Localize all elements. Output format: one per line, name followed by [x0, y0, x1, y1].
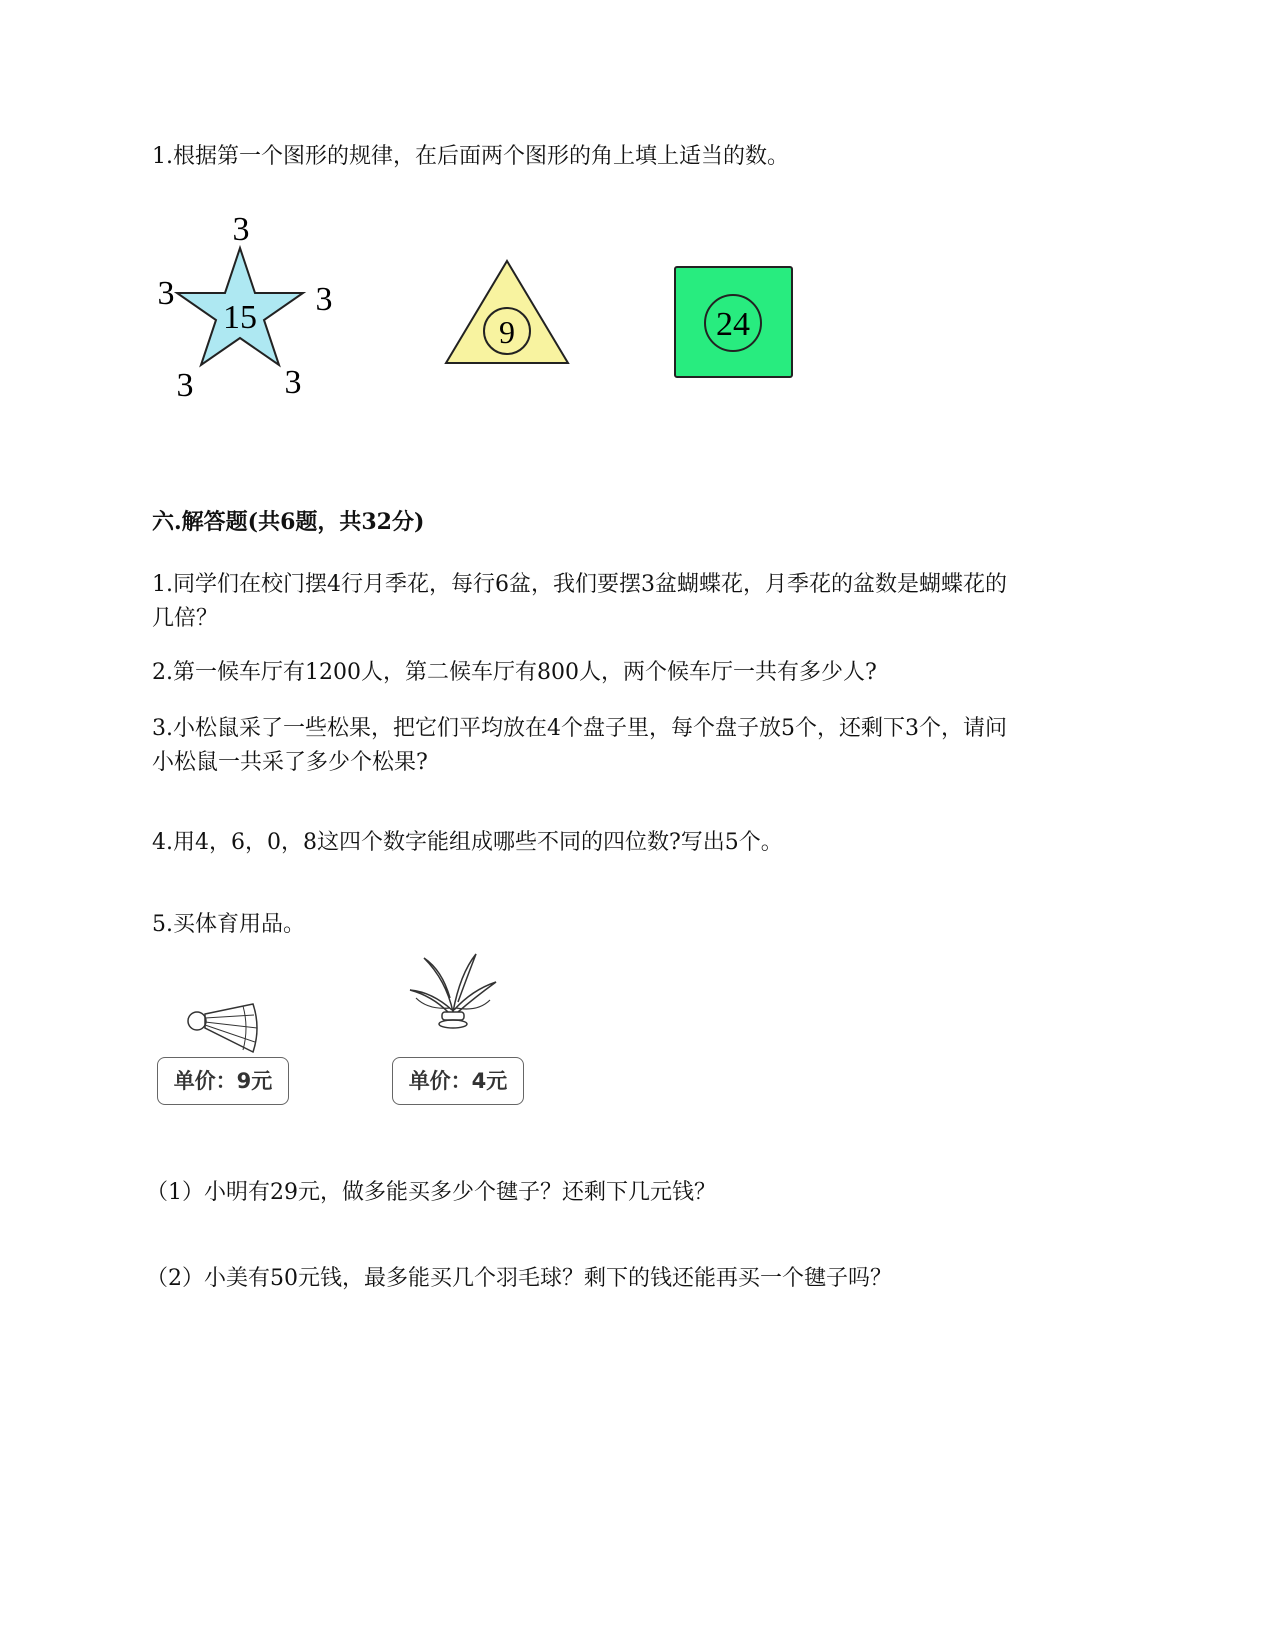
question-2: 2.第一候车厅有1200人，第二候车厅有800人，两个候车厅一共有多少人?	[152, 660, 877, 685]
square-figure	[670, 262, 800, 384]
question-1-line-1: 1.同学们在校门摆4行月季花，每行6盆，我们要摆3盆蝴蝶花，月季花的盆数是蝴蝶花的	[152, 572, 1007, 597]
triangle-center-number: 9	[499, 314, 515, 350]
question-4: 4.用4，6，0，8这四个数字能组成哪些不同的四位数?写出5个。	[152, 830, 783, 855]
star-figure	[148, 210, 348, 410]
star-corner-right: 3	[315, 281, 333, 318]
question-5-sub-1: （1）小明有29元，做多能买多少个毽子？还剩下几元钱？	[146, 1180, 716, 1205]
star-corner-bottom-right: 3	[284, 364, 302, 401]
section-title: 六.解答题(共6题，共32分)	[152, 509, 425, 535]
triangle-figure	[440, 255, 575, 375]
question-3-line-1: 3.小松鼠采了一些松果，把它们平均放在4个盘子里，每个盘子放5个，还剩下3个，请问	[152, 716, 1007, 741]
shuttlecock-price-box: 单价：9元	[157, 1057, 289, 1105]
star-corner-bottom-left: 3	[176, 367, 194, 404]
question-5-sub-2: （2）小美有50元钱，最多能买几个羽毛球？剩下的钱还能再买一个毽子吗？	[146, 1266, 892, 1291]
pattern-question-text: 1.根据第一个图形的规律，在后面两个图形的角上填上适当的数。	[152, 144, 789, 169]
jianzi-price-box: 单价：4元	[392, 1057, 524, 1105]
question-3-line-2: 小松鼠一共采了多少个松果?	[152, 750, 428, 775]
square-center-number: 24	[716, 306, 750, 343]
star-corner-top: 3	[232, 211, 250, 248]
question-1-line-2: 几倍？	[152, 606, 219, 631]
star-center-number: 15	[223, 299, 257, 336]
question-5: 5.买体育用品。	[152, 912, 305, 937]
jianzi-icon	[408, 950, 498, 1035]
shuttlecock-icon	[185, 1000, 265, 1060]
star-corner-left: 3	[157, 275, 175, 312]
